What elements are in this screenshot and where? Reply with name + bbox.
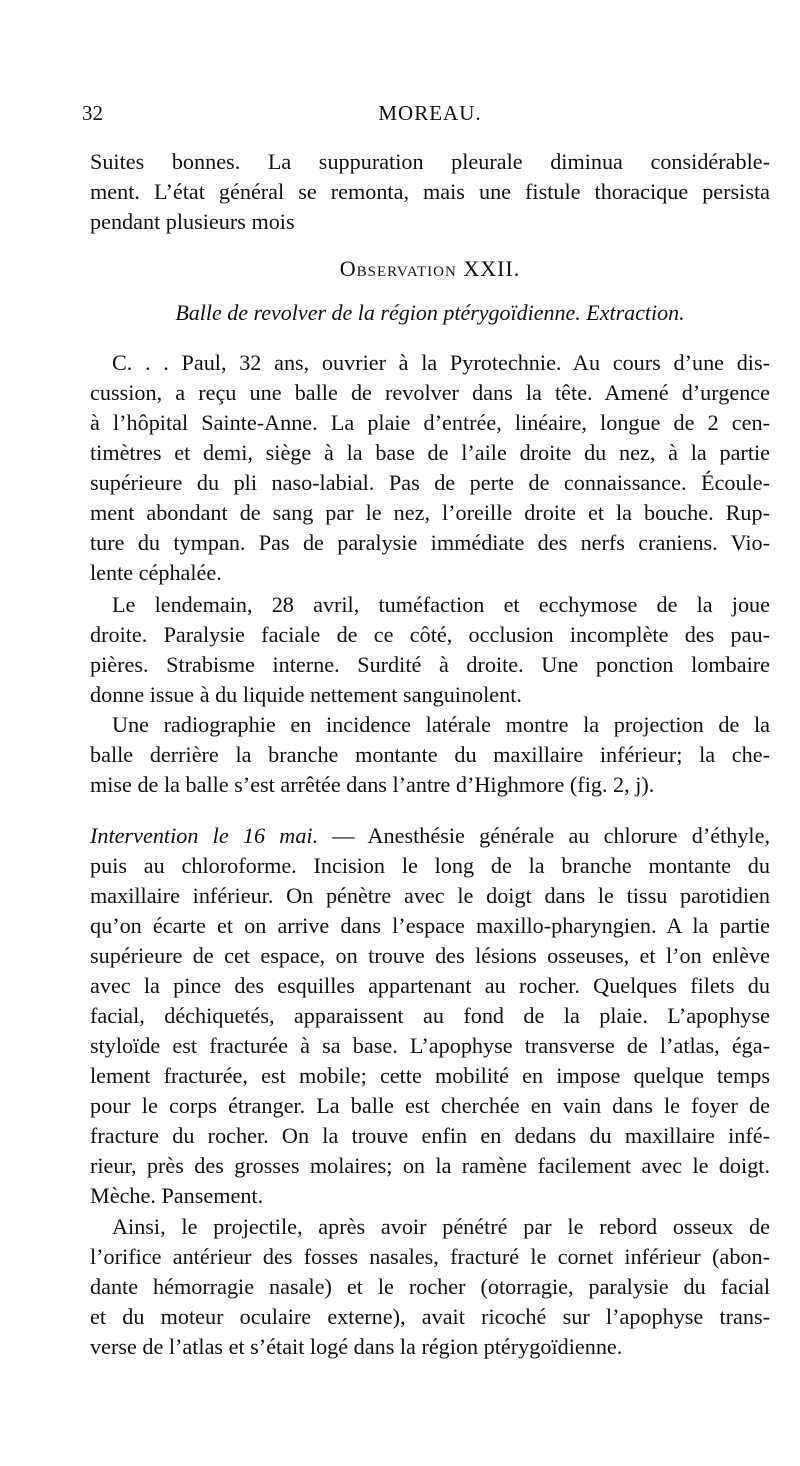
text-line: lement fracturée, est mobile; cette mobilité en impose quelque temps [90, 1063, 770, 1088]
text-line: Mèche. Pansement. [90, 1183, 264, 1208]
text-line: donne issue à du liquide nettement sanguinolent. [90, 682, 522, 707]
page-number: 32 [82, 101, 103, 125]
text-line: verse de l’atlas et s’était logé dans la région ptérygoïdienne. [90, 1334, 623, 1359]
text-line: styloïde est fracturée à sa base. L’apophyse transverse de l’atlas, éga- [90, 1033, 770, 1058]
text-line: droite. Paralysie faciale de ce côté, occlusion incomplète des pau- [90, 622, 770, 647]
text-line: Le lendemain, 28 avril, tuméfaction et ecchymose de la joue [112, 592, 770, 617]
text-line: fracture du rocher. On la trouve enfin en dedans du maxillaire infé- [90, 1123, 770, 1148]
text-line: Ainsi, le projectile, après avoir pénétré par le rebord osseux de [112, 1214, 770, 1239]
text-line: mise de la balle s’est arrêtée dans l’antre d’Highmore (fig. 2, j). [90, 772, 655, 797]
text-line: maxillaire inférieur. On pénètre avec le doigt dans le tissu parotidien [90, 883, 770, 908]
text-line: l’orifice antérieur des fosses nasales, fracturé le cornet inférieur (abon- [90, 1244, 770, 1269]
text-run: — Anesthésie générale au chlorure d’éthyle, [318, 823, 770, 848]
running-title: MOREAU. [378, 101, 482, 125]
text-line: facial, déchiquetés, apparaissent au fond de la plaie. L’apophyse [90, 1003, 770, 1028]
text-line [90, 821, 770, 851]
text-line: qu’on écarte et on arrive dans l’espace maxillo-pharyngien. A la partie [90, 913, 770, 938]
observation-number: XXII. [463, 256, 521, 281]
running-head [82, 101, 770, 131]
text-line: puis au chloroforme. Incision le long de la branche montante du [90, 853, 770, 878]
text-line: balle derrière la branche montante du maxillaire inférieur; la che- [90, 742, 770, 767]
text-line: ment. L’état général se remonta, mais une fistule thoracique persista [90, 179, 770, 204]
text-line: ment abondant de sang par le nez, l’oreille droite et la bouche. Rup- [90, 500, 770, 525]
text-line: dante hémorragie nasale) et le rocher (otorragie, paralysie du facial [90, 1274, 770, 1299]
text-line: rieur, près des grosses molaires; on la ramène facilement avec le doigt. [90, 1153, 770, 1178]
text-line: avec la pince des esquilles appartenant au rocher. Quelques filets du [90, 973, 770, 998]
text-line: cussion, a reçu une balle de revolver dans la tête. Amené d’urgence [90, 380, 770, 405]
text-line: Une radiographie en incidence latérale montre la projection de la [112, 712, 770, 737]
text-line: supérieure du pli naso-labial. Pas de perte de connaissance. Écoule- [90, 470, 770, 495]
observation-heading [90, 256, 770, 282]
text-line: et du moteur oculaire externe), avait ricoché sur l’apophyse trans- [90, 1304, 770, 1329]
text-line: ture du tympan. Pas de paralysie immédiate des nerfs craniens. Vio- [90, 530, 770, 555]
text-line: C. . . Paul, 32 ans, ouvrier à la Pyrotechnie. Au cours d’une dis- [112, 350, 770, 375]
text-line: pour le corps étranger. La balle est cherchée en vain dans le foyer de [90, 1093, 770, 1118]
text-line: pières. Strabisme interne. Surdité à droite. Une ponction lombaire [90, 652, 770, 677]
observation-subtitle: Balle de revolver de la région ptérygoïdienne. Extraction. [175, 300, 685, 325]
text-line: supérieure de cet espace, on trouve des lésions osseuses, et l’on enlève [90, 943, 770, 968]
intervention-date: Intervention le 16 mai. [90, 823, 319, 848]
text-line: lente céphalée. [90, 560, 222, 585]
text-line: pendant plusieurs mois [90, 209, 295, 234]
text-line: Suites bonnes. La suppuration pleurale diminua considérable- [90, 149, 770, 174]
text-line: timètres et demi, siège à la base de l’aile droite du nez, à la partie [90, 440, 770, 465]
observation-label: Observation [339, 256, 457, 281]
text-line: à l’hôpital Sainte-Anne. La plaie d’entrée, linéaire, longue de 2 cen- [90, 410, 770, 435]
